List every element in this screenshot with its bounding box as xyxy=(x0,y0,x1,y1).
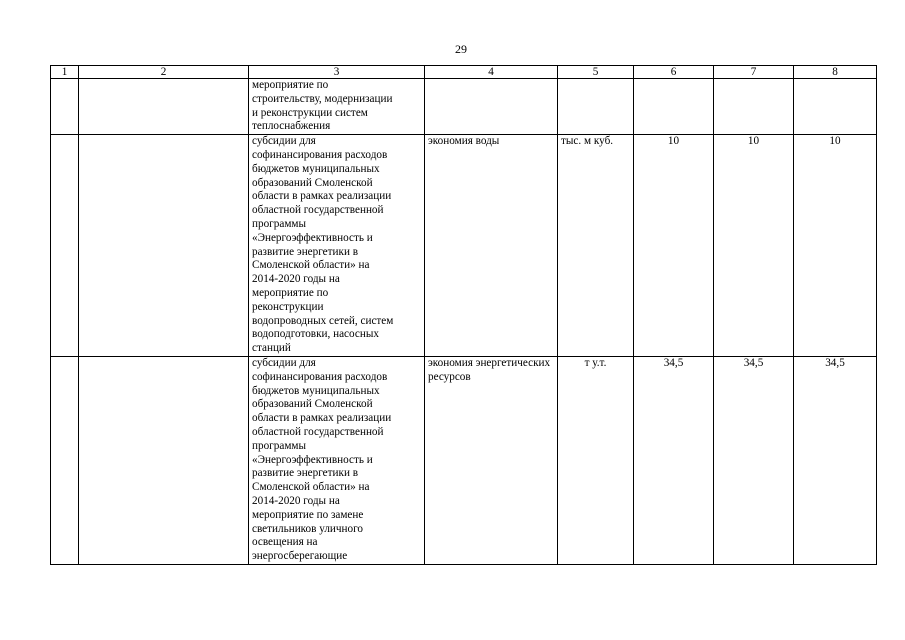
row-col-2 xyxy=(79,356,249,564)
description-line: станций xyxy=(252,342,291,355)
description-line: субсидии для xyxy=(252,356,316,369)
row-col-1 xyxy=(51,79,79,135)
column-header: 7 xyxy=(714,66,794,79)
unit-cell xyxy=(558,79,634,135)
description-line: мероприятие по xyxy=(252,79,329,91)
description-line: области в рамках реализации xyxy=(252,412,392,425)
measure-description xyxy=(249,135,425,357)
description-line: мероприятие по xyxy=(252,286,329,299)
description-line: Смоленской области» на xyxy=(252,481,370,494)
description-line: бюджетов муниципальных xyxy=(252,384,380,397)
measure-description xyxy=(249,79,425,135)
description-line: программы xyxy=(252,439,306,452)
document-table xyxy=(50,65,877,565)
indicator-cell: экономия воды xyxy=(425,135,558,357)
column-header: 8 xyxy=(794,66,877,79)
value-col-8 xyxy=(794,79,877,135)
description-line: субсидии для xyxy=(252,135,316,148)
indicator-cell: экономия энергетических ресурсов xyxy=(425,356,558,564)
description-line: развитие энергетики в xyxy=(252,467,359,480)
description-line: областной государственной xyxy=(252,204,384,217)
indicator-cell xyxy=(425,79,558,135)
column-header: 5 xyxy=(558,66,634,79)
unit-cell: тыс. м куб. xyxy=(558,135,634,357)
row-col-2 xyxy=(79,135,249,357)
column-header: 1 xyxy=(51,66,79,79)
description-line: бюджетов муниципальных xyxy=(252,162,380,175)
description-line: 2014-2020 годы на xyxy=(252,494,340,507)
description-line: образований Смоленской xyxy=(252,176,373,189)
table-row xyxy=(51,135,877,357)
description-line: строительству, модернизации xyxy=(252,92,393,105)
measure-description xyxy=(249,356,425,564)
column-header: 2 xyxy=(79,66,249,79)
description-line: образований Смоленской xyxy=(252,398,373,411)
description-line: софинансирования расходов xyxy=(252,148,388,161)
value-col-6: 10 xyxy=(634,135,714,357)
description-line: реконструкции xyxy=(252,300,324,313)
unit-cell: т у.т. xyxy=(558,356,634,564)
description-line: «Энергоэффективность и xyxy=(252,453,373,466)
value-col-6: 34,5 xyxy=(634,356,714,564)
value-col-8: 10 xyxy=(794,135,877,357)
description-line: светильников уличного xyxy=(252,522,364,535)
row-col-1 xyxy=(51,356,79,564)
column-header: 6 xyxy=(634,66,714,79)
page-number: 29 xyxy=(455,42,467,56)
description-line: Смоленской области» на xyxy=(252,259,370,272)
description-line: теплоснабжения xyxy=(252,120,331,133)
row-col-1 xyxy=(51,135,79,357)
table-row xyxy=(51,356,877,564)
description-line: 2014-2020 годы на xyxy=(252,273,340,286)
value-col-7: 10 xyxy=(714,135,794,357)
column-header: 3 xyxy=(249,66,425,79)
table-row xyxy=(51,79,877,135)
column-header: 4 xyxy=(425,66,558,79)
value-col-7: 34,5 xyxy=(714,356,794,564)
description-line: областной государственной xyxy=(252,425,384,438)
description-line: «Энергоэффективность и xyxy=(252,231,373,244)
table-header-row xyxy=(51,66,877,79)
description-line: софинансирования расходов xyxy=(252,370,388,383)
value-col-6 xyxy=(634,79,714,135)
value-col-7 xyxy=(714,79,794,135)
description-line: программы xyxy=(252,217,306,230)
description-line: и реконструкции систем xyxy=(252,106,368,119)
description-line: водопроводных сетей, систем xyxy=(252,314,394,327)
description-line: водоподготовки, насосных xyxy=(252,328,379,341)
description-line: мероприятие по замене xyxy=(252,508,364,521)
description-line: энергосберегающие xyxy=(252,550,348,563)
description-line: области в рамках реализации xyxy=(252,190,392,203)
row-col-2 xyxy=(79,79,249,135)
description-line: развитие энергетики в xyxy=(252,245,359,258)
value-col-8: 34,5 xyxy=(794,356,877,564)
description-line: освещения на xyxy=(252,536,318,549)
